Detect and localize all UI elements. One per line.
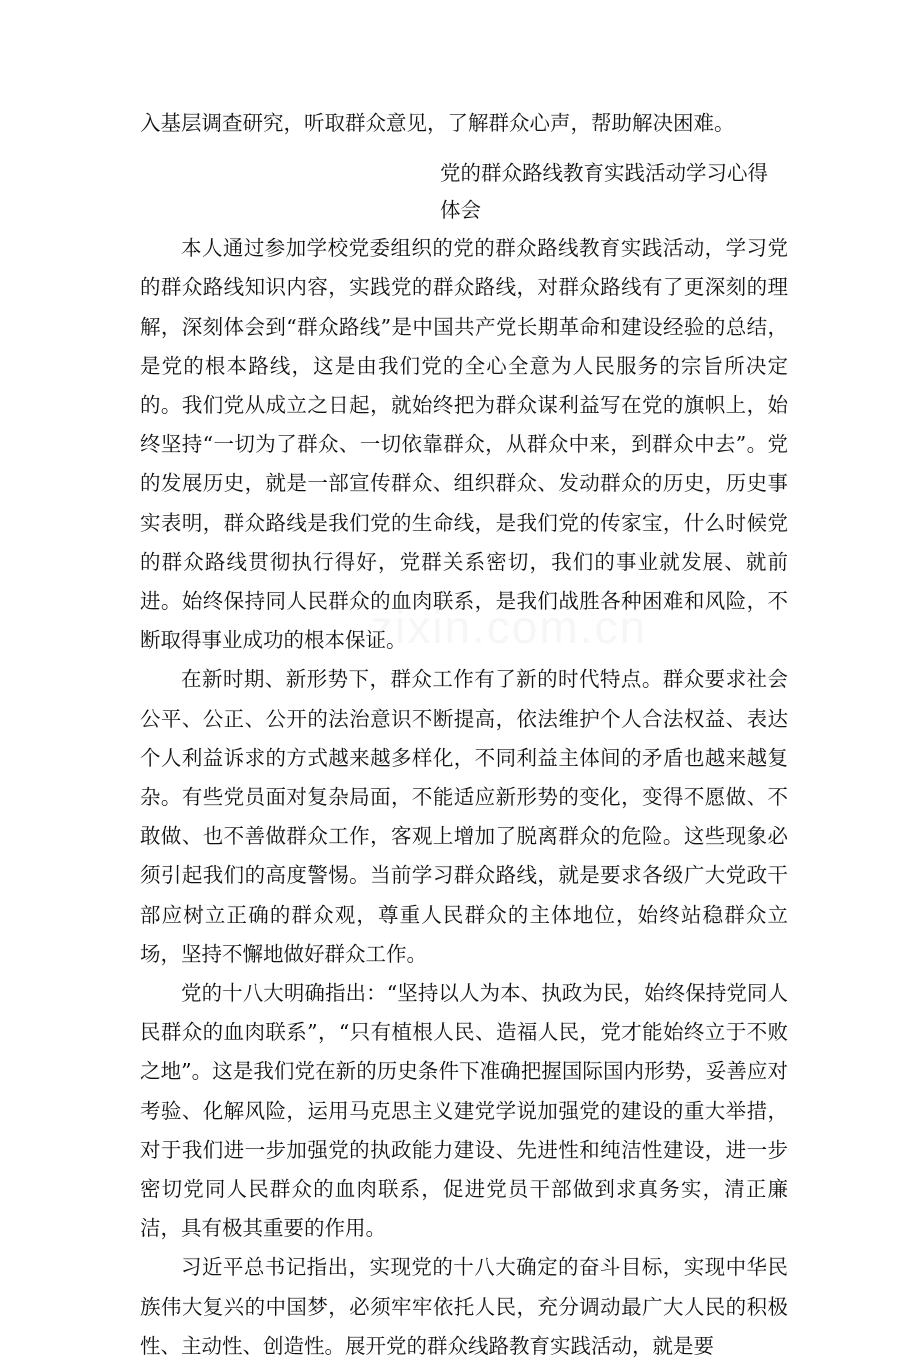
watermark: zixin.com.cn [370, 601, 648, 653]
title-line-2: 体会 [440, 198, 481, 223]
body-paragraph-4: 习近平总书记指出，实现党的十八大确定的奋斗目标，实现中华民族伟大复兴的中国梦，必须牢牢依托人民，充分调动最广大人民的积极性、主动性、创造性。展开党的群众线路教育实践活动，就是要 [140, 1255, 788, 1358]
title-line-1: 党的群众路线教育实践活动学习心得 [440, 161, 768, 186]
document-page [140, 104, 788, 1366]
continued-line: 入基层调查研究，听取群众意见，了解群众心声，帮助解决困难。 [140, 111, 735, 135]
body-paragraph-3: 党的十八大明确指出：“坚持以人为本、执政为民，始终保持党同人民群众的血肉联系”，“只有植根人民、造福人民，党才能始终立于不败之地”。这是我们党在新的历史条件下准确把握国际国内形势，妥善应对考验、化解风险，运用马克思主义建党学说加强党的建设的重大举措，对于我们进一步加强党的执政能力建设、先进性和纯洁性建设，进一步密切党同人民群众的血肉联系，促进党员干部做到求真务实，清正廉洁，具有极其重要的作用。 [140, 981, 788, 1241]
body-paragraph-2: 在新时期、新形势下，群众工作有了新的时代特点。群众要求社会公平、公正、公开的法治意识不断提高，依法维护个人合法权益、表达个人利益诉求的方式越来越多样化，不同利益主体间的矛盾也越来越复杂。有些党员面对复杂局面，不能适应新形势的变化，变得不愿做、不敢做、也不善做群众工作，客观上增加了脱离群众的危险。这些现象必须引起我们的高度警惕。当前学习群众路线，就是要求各级广大党政干部应树立正确的群众观，尊重人民群众的主体地位，始终站稳群众立场，坚持不懈地做好群众工作。 [140, 667, 788, 966]
body-paragraph-1: 本人通过参加学校党委组织的党的群众路线教育实践活动，学习党的群众路线知识内容，实践党的群众路线，对群众路线有了更深刻的理解，深刻体会到“群众路线”是中国共产党长期革命和建设经验的总结，是党的根本路线，这是由我们党的全心全意为人民服务的宗旨所决定的。我们党从成立之日起，就始终把为群众谋利益写在党的旗帜上，始终坚持“一切为了群众、一切依靠群众，从群众中来，到群众中去”。党的发展历史，就是一部宣传群众、组织群众、发动群众的历史，历史事实表明，群众路线是我们党的生命线，是我们党的传家宝，什么时候党的群众路线贯彻执行得好，党群关系密切，我们的事业就发展、就前进。始终保持同人民群众的血肉联系，是我们战胜各种困难和风险，不断取得事业成功的根本保证。 [140, 236, 788, 653]
document-title [140, 155, 788, 229]
